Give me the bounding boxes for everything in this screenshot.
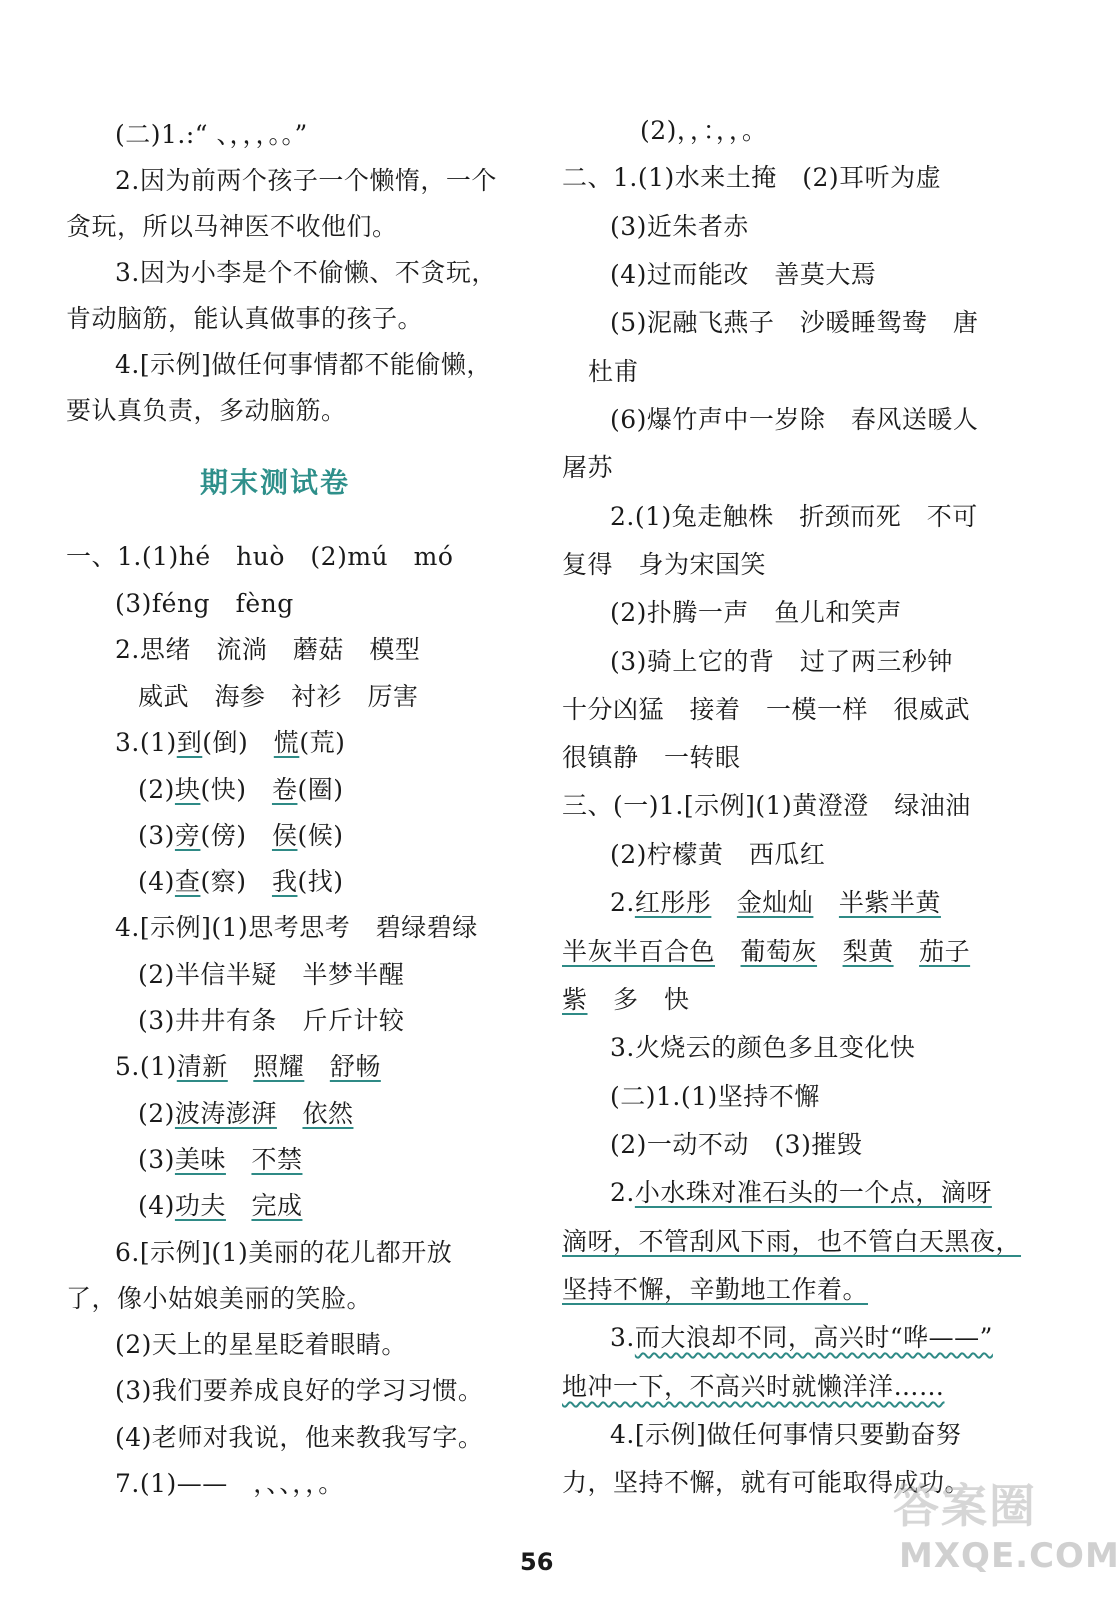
answer-text [813,888,839,918]
answer-text: 复得 身为宋国笑 [562,550,767,579]
answer-text: (2)半信半疑 半梦半醒 [138,960,405,989]
underlined-answer: 侯 [271,821,298,850]
answer-text: (2) [138,775,175,804]
watermark-logo-text: 答案圈 [893,1479,1037,1533]
answer-text: (3)井井有条 斤斤计较 [138,1006,405,1035]
answer-text [277,1099,303,1129]
underlined-answer: 照耀 [253,1052,305,1081]
right-line [610,1082,820,1112]
left-line [138,775,343,805]
underlined-answer: 红彤彤 [634,888,712,917]
underlined-answer: 滴呀，不管刮风下雨，也不管白天黑夜， [562,1227,1022,1256]
answer-text: 3.(1) [115,728,177,757]
answer-text: 十分凶猛 接着 一模一样 很威武 [562,695,971,724]
answer-text [228,1052,254,1082]
answer-text [711,888,737,918]
left-line [115,1330,407,1360]
underlined-answer: 梨黄 [842,937,894,966]
underlined-answer: 不禁 [251,1145,303,1174]
right-line [610,1420,961,1450]
left-line [66,212,398,242]
answer-text: 6.[示例](1)美丽的花儿都开放 [115,1238,453,1267]
answer-text: (5)泥融飞燕子 沙暖睡鸳鸯 唐 [610,308,979,337]
left-line [115,913,478,943]
watermark-logo [893,1478,1120,1588]
right-line [640,116,767,146]
page-number: 56 [520,1548,554,1576]
left-line [115,166,497,196]
answer-text: 贪玩，所以马神医不收他们。 [66,212,398,241]
right-line [610,840,825,870]
answer-text: (荒) [299,728,346,757]
underlined-answer: 卷 [271,775,298,804]
answer-text: (3)féng fèng [115,589,294,618]
underlined-answer: 金灿灿 [736,888,814,917]
underlined-answer: 块 [174,775,201,804]
left-line [115,1376,483,1406]
answer-text: 2. [610,888,635,917]
answer-text: (3)近朱者赤 [610,212,749,241]
answer-text: 了，像小姑娘美丽的笑脸。 [66,1284,373,1313]
left-line [66,304,423,334]
left-line [138,682,419,712]
right-line [610,308,978,338]
wavy-underlined-answer: 地冲一下，不高兴时就懒洋洋…… [562,1372,945,1401]
answer-text: 5.(1) [115,1052,177,1081]
right-line [562,163,941,193]
right-line [562,1275,868,1305]
right-line [562,937,970,967]
answer-text: 4.[示例]做任何事情都不能偷懒， [115,350,492,379]
right-line [610,1178,992,1208]
answer-text: 3.火烧云的颜色多且变化快 [610,1033,916,1062]
answer-text: (察) [200,867,272,896]
answer-text: (2)扑腾一声 鱼儿和笑声 [610,598,902,627]
left-line [115,350,492,380]
underlined-answer: 我 [271,867,298,896]
left-line [138,867,343,897]
underlined-answer: 波涛澎湃 [174,1099,277,1128]
answer-text: (3) [138,1145,175,1174]
answer-text: (二)1.:“ 、，，，。。” [115,120,308,149]
underlined-answer: 坚持不懈，辛勤地工作着。 [562,1275,869,1304]
right-line [562,743,741,773]
answer-text [226,1191,252,1221]
answer-text [715,937,741,967]
answer-text: 2.思绪 流淌 蘑菇 模型 [115,635,421,664]
left-line [138,960,404,990]
left-line [115,1469,344,1499]
right-line [610,598,902,628]
answer-text: (傍) [200,821,272,850]
answer-text: 要认真负责，多动脑筋。 [66,396,347,425]
left-line [115,120,308,150]
answer-text: 4.[示例]做任何事情只要勤奋努 [610,1420,962,1449]
answer-text: (快) [200,775,272,804]
answer-text: 4.[示例](1)思考思考 碧绿碧绿 [115,913,478,942]
left-line [138,821,343,851]
answer-text: 威武 海参 衬衫 厉害 [138,682,419,711]
left-line [66,396,347,426]
answer-text: (4) [138,1191,175,1220]
right-line [610,502,978,532]
answer-text: (3) [138,821,175,850]
answer-text: (3)我们要养成良好的学习习惯。 [115,1376,484,1405]
wavy-underlined-answer: 而大浪却不同，高兴时“哗——” [634,1323,993,1352]
underlined-answer: 舒畅 [329,1052,381,1081]
right-line [588,357,639,387]
answer-text: (倒) [202,728,274,757]
answer-text [226,1145,252,1175]
underlined-answer: 小水珠对准石头的一个点，滴呀 [634,1178,992,1207]
left-line [115,258,497,288]
answer-text [894,937,920,967]
answer-text: (2)天上的星星眨着眼睛。 [115,1330,407,1359]
answer-text: 二、1.(1)水来土掩 (2)耳听为虚 [562,163,942,192]
answer-text: 2. [610,1178,635,1207]
answer-text: (2)，，：，，。 [640,116,768,145]
left-line [115,589,294,619]
answer-text: (3)骑上它的背 过了两三秒钟 [610,647,953,676]
underlined-answer: 美味 [174,1145,226,1174]
right-line [562,453,613,483]
right-line [610,1130,862,1160]
answer-text: 杜甫 [588,357,640,386]
underlined-answer: 茄子 [919,937,971,966]
answer-text [817,937,843,967]
section-title: 期末测试卷 [200,466,351,499]
right-line [562,1372,945,1402]
answer-text: 肯动脑筋，能认真做事的孩子。 [66,304,424,333]
right-line [610,1033,915,1063]
answer-text: (4) [138,867,175,896]
answer-text: (2) [138,1099,175,1128]
answer-text: 屠苏 [562,453,614,482]
underlined-answer: 半灰半百合色 [562,937,716,966]
answer-text: 3.因为小李是个不偷懒、不贪玩， [115,258,497,287]
right-line [562,1227,1021,1257]
right-line [562,985,690,1015]
left-line [138,1006,404,1036]
underlined-answer: 功夫 [174,1191,226,1220]
underlined-answer: 清新 [176,1052,228,1081]
underlined-answer: 到 [176,728,203,757]
answer-text: (2)柠檬黄 西瓜红 [610,840,826,869]
answer-text: 2.(1)兔走触株 折颈而死 不可 [610,502,978,531]
left-line [138,1145,302,1175]
right-line [610,888,941,918]
left-line [115,1052,381,1082]
answer-text: (圈) [297,775,344,804]
answer-text: 7.(1)—— ，、、，，。 [115,1469,344,1498]
answer-text: (4)老师对我说，他来教我写字。 [115,1423,484,1452]
left-line [66,542,453,572]
underlined-answer: 旁 [174,821,201,850]
answer-text: 3. [610,1323,635,1352]
answer-text: (2)一动不动 (3)摧毁 [610,1130,863,1159]
left-line [138,1099,353,1129]
left-line [115,635,420,665]
right-line [610,405,978,435]
answer-text: 一、1.(1)hé huò (2)mú mó [66,542,454,571]
left-line [115,1238,452,1268]
answer-text: (找) [297,867,344,896]
answer-text: 很镇静 一转眼 [562,743,741,772]
right-line [562,695,970,725]
answer-text [304,1052,330,1082]
left-line [138,1191,302,1221]
underlined-answer: 查 [174,867,201,896]
answer-text: (候) [297,821,344,850]
answer-text: 多 快 [587,985,690,1014]
left-line [115,1423,483,1453]
answer-text: 2.因为前两个孩子一个懒惰，一个 [115,166,497,195]
answer-text: 三、(一)1.[示例](1)黄澄澄 绿油油 [562,791,971,820]
answer-text: (4)过而能改 善莫大焉 [610,260,877,289]
watermark-url-text: MXQE.COM [899,1536,1120,1576]
right-line [562,791,971,821]
underlined-answer: 完成 [251,1191,303,1220]
answer-text: (6)爆竹声中一岁除 春风送暖人 [610,405,979,434]
right-line [562,550,766,580]
underlined-answer: 依然 [302,1099,354,1128]
answer-text: (二)1.(1)坚持不懈 [610,1082,820,1111]
right-line [610,647,953,677]
right-line [610,260,876,290]
underlined-answer: 半紫半黄 [838,888,941,917]
underlined-answer: 慌 [273,728,300,757]
underlined-answer: 葡萄灰 [740,937,818,966]
answer-text: 力，坚持不懈，就有可能取得成功。 [562,1468,971,1497]
right-line [610,1323,993,1353]
left-line [115,728,345,758]
underlined-answer: 紫 [562,985,588,1014]
right-line [610,212,749,242]
left-line [66,1284,372,1314]
